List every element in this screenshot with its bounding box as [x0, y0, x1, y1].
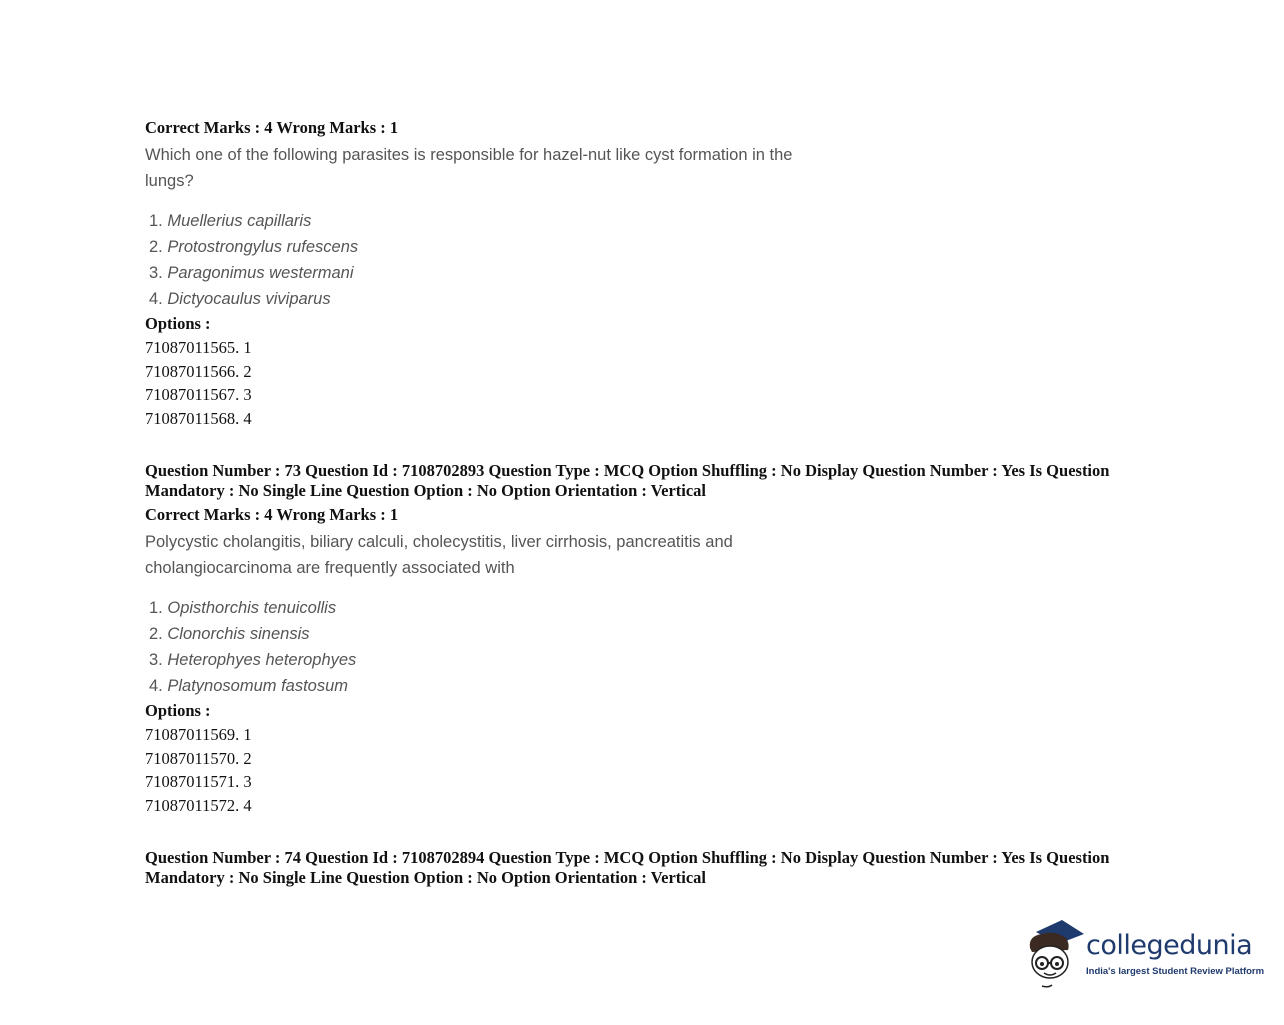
q73-choice-2: 2. Clonorchis sinensis — [149, 624, 310, 643]
q73-choice-3: 3. Heterophyes heterophyes — [149, 650, 357, 669]
q72-option-id-1: 71087011565. 1 — [145, 338, 252, 357]
q73-header: Question Number : 73 Question Id : 7108702893 Question Type : MCQ Option Shuffling : No Display Question Number : Yes Is Question Mandatory : No Single Line Question Option : No Option Orientation : Vertical — [145, 460, 1110, 500]
q73-options-label: Options : — [145, 700, 211, 720]
q73-choice-4: 4. Platynosomum fastosum — [149, 676, 349, 695]
q73-option-ids — [145, 723, 1145, 818]
q73-option-id-2: 71087011570. 2 — [145, 748, 252, 768]
q73-choice-1: 1. Opisthorchis tenuicollis — [149, 598, 337, 617]
question-74 — [145, 848, 1145, 888]
q72-option-id-3: 71087011567. 3 — [145, 385, 252, 405]
q73-choices — [149, 595, 1145, 699]
q72-option-ids — [145, 336, 1145, 431]
logo-wordmark: collegedunia — [1086, 930, 1253, 961]
q72-marks: Correct Marks : 4 Wrong Marks : 1 — [145, 118, 399, 137]
question-72 — [145, 118, 1145, 431]
q73-option-id-1: 71087011569. 1 — [145, 724, 252, 744]
q73-option-id-3: 71087011571. 3 — [145, 772, 252, 792]
q72-choice-3: 3. Paragonimus westermani — [149, 264, 354, 282]
q73-question-text: Polycystic cholangitis, biliary calculi, cholecystitis, liver cirrhosis, pancreatitis and cholangiocarcinoma are frequently associated with — [145, 532, 733, 577]
q72-choice-4: 4. Dictyocaulus viviparus — [149, 290, 331, 308]
q73-marks: Correct Marks : 4 Wrong Marks : 1 — [145, 504, 399, 524]
collegedunia-logo — [1022, 918, 1265, 990]
q72-option-id-4: 71087011568. 4 — [145, 409, 252, 429]
q72-option-id-2: 71087011566. 2 — [145, 361, 252, 381]
q72-question-text: Which one of the following parasites is responsible for hazel-nut like cyst formation in the lungs? — [145, 146, 793, 190]
q73-option-id-4: 71087011572. 4 — [145, 795, 252, 815]
q74-header: Question Number : 74 Question Id : 7108702894 Question Type : MCQ Option Shuffling : No Display Question Number : Yes Is Question Mandatory : No Single Line Question Option : No Option Orientation : Vertical — [145, 847, 1110, 887]
question-73 — [145, 461, 1145, 818]
logo-tagline: India's largest Student Review Platform — [1086, 966, 1265, 977]
q72-options-label: Options : — [145, 314, 211, 333]
q72-choice-1: 1. Muellerius capillaris — [149, 212, 312, 230]
document-page — [145, 118, 1145, 888]
q72-choice-2: 2. Protostrongylus rufescens — [149, 238, 359, 256]
mascot-icon — [1022, 918, 1088, 990]
q72-choices — [149, 208, 1145, 312]
